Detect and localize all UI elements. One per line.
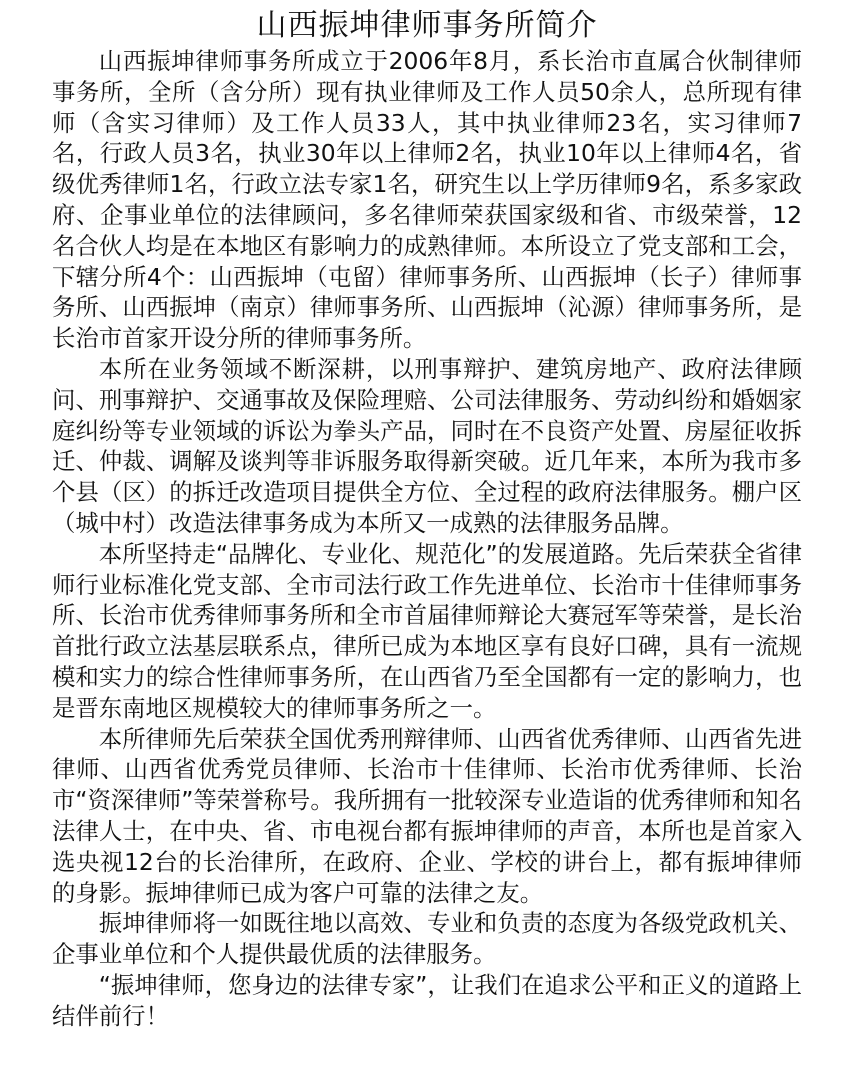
document-body xyxy=(52,46,802,1032)
paragraph-slogan: “振坤律师，您身边的法律专家”，让我们在追求公平和正义的道路上结伴前行！ xyxy=(52,970,802,1030)
paragraph-honors: 本所坚持走“品牌化、专业化、规范化”的发展道路。先后荣获全省律师行业标准化党支部、全市司法行政工作先进单位、长治市十佳律师事务所、长治市优秀律师事务所和全市首届律师辩论大赛冠军等荣誉，是长治首批行政立法基层联系点，律所已成为本地区享有良好口碑，具有一流规模和实力的综合性律师事务所，在山西省乃至全国都有一定的影响力，也是晋东南地区规模较大的律师事务所之一。 xyxy=(52,539,802,722)
paragraph-practice-areas: 本所在业务领域不断深耕，以刑事辩护、建筑房地产、政府法律顾问、刑事辩护、交通事故及保险理赔、公司法律服务、劳动纠纷和婚姻家庭纠纷等专业领域的诉讼为拳头产品，同时在不良资产处置、房屋征收拆迁、仲裁、调解及谈判等非诉服务取得新突破。近几年来，本所为我市多个县（区）的拆迁改造项目提供全方位、全过程的政府法律服务。棚户区（城中村）改造法律事务成为本所又一成熟的法律服务品牌。 xyxy=(52,354,802,537)
page-title: 山西振坤律师事务所简介 xyxy=(256,8,598,43)
paragraph-commitment: 振坤律师将一如既往地以高效、专业和负责的态度为各级党政机关、企事业单位和个人提供最优质的法律服务。 xyxy=(52,909,802,969)
paragraph-lawyer-awards: 本所律师先后荣获全国优秀刑辩律师、山西省优秀律师、山西省先进律师、山西省优秀党员律师、长治市十佳律师、长治市优秀律师、长治市“资深律师”等荣誉称号。我所拥有一批较深专业造诣的优秀律师和知名法律人士，在中央、省、市电视台都有振坤律师的声音，本所也是首家入选央视12台的长治律所，在政府、企业、学校的讲台上，都有振坤律师的身影。振坤律师已成为客户可靠的法律之友。 xyxy=(52,724,802,907)
paragraph-founding: 山西振坤律师事务所成立于2006年8月，系长治市直属合伙制律师事务所，全所（含分所）现有执业律师及工作人员50余人，总所现有律师（含实习律师）及工作人员33人，其中执业律师23名，实习律师7名，行政人员3名，执业30年以上律师2名，执业10年以上律师4名，省级优秀律师1名，行政立法专家1名，研究生以上学历律师9名，系多家政府、企事业单位的法律顾问，多名律师荣获国家级和省、市级荣誉，12名合伙人均是在本地区有影响力的成熟律师。本所设立了党支部和工会，下辖分所4个：山西振坤（屯留）律师事务所、山西振坤（长子）律师事务所、山西振坤（南京）律师事务所、山西振坤（沁源）律师事务所，是长治市首家开设分所的律师事务所。 xyxy=(52,47,802,353)
